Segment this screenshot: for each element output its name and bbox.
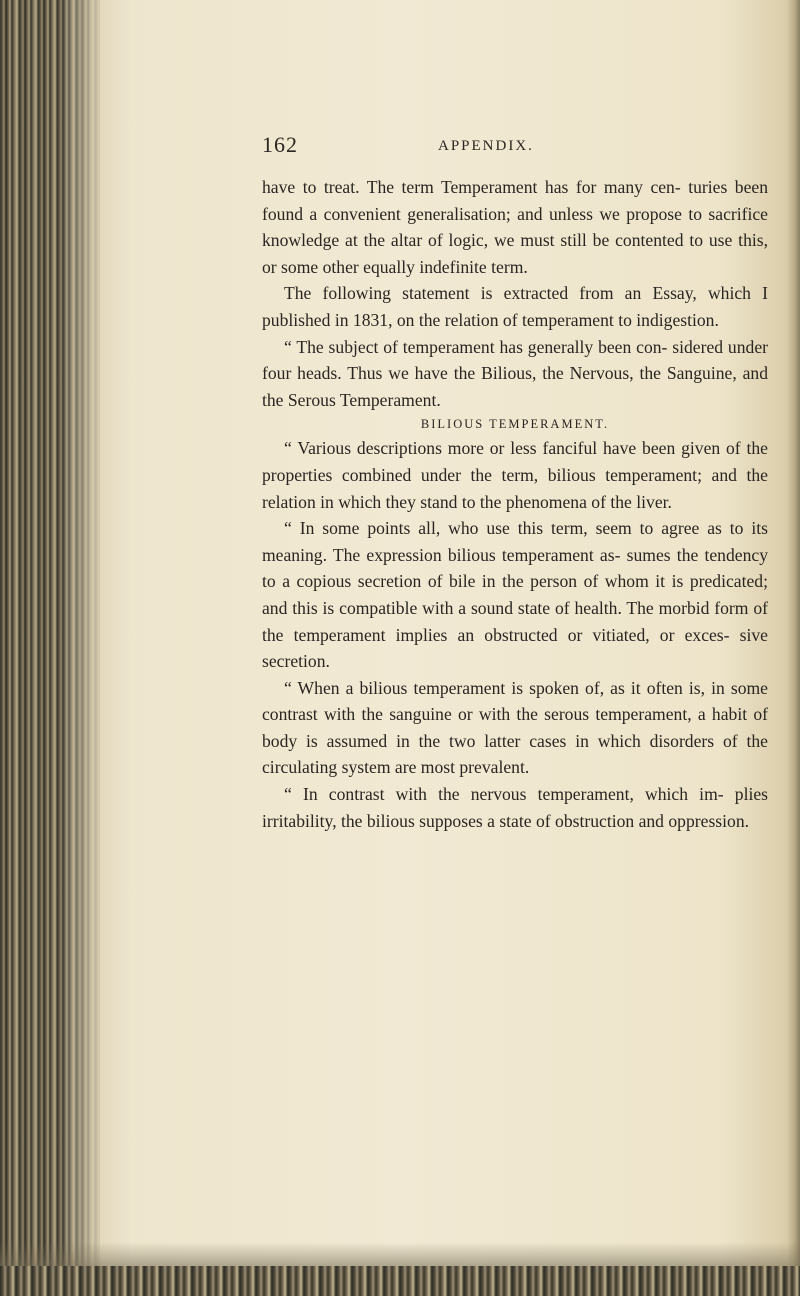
page-number: 162 [262, 132, 298, 157]
body-text [262, 174, 768, 834]
running-head: APPENDIX. [438, 138, 534, 154]
paragraph-7: “ In contrast with the nervous temperament, which im- plies irritability, the bilious supposes a state of obstruction and oppression. [262, 784, 768, 831]
paragraph-2: The following statement is extracted from an Essay, which I published in 1831, on the relation of temperament to indigestion. [262, 283, 768, 330]
paragraph-1: have to treat. The term Temperament has for many cen- turies been found a convenient generalisation; and unless we propose to sacrifice knowledge at the altar of logic, we must still be contented to use this, or some other equally indefinite term. [262, 177, 768, 277]
page-header [262, 132, 782, 168]
paragraph-4: “ Various descriptions more or less fanciful have been given of the properties combined under the term, bilious temperament; and the relation in which they stand to the phenomena of the liver. [262, 438, 768, 512]
bottom-shadow [0, 1242, 800, 1266]
section-heading: BILIOUS TEMPERAMENT. [420, 417, 610, 432]
page-bottom-edge [0, 1266, 800, 1296]
gutter-shadow [60, 0, 130, 1296]
page-right-edge [786, 0, 800, 1296]
paragraph-6: “ When a bilious temperament is spoken of, as it often is, in some contrast with the sanguine or with the serous temperament, a habit of body is assumed in the two latter cases in which disorders of the circulating system are most prevalent. [262, 677, 768, 778]
paragraph-3: “ The subject of temperament has generally been con- sidered under four heads. Thus we have the Bilious, the Nervous, the Sanguine, and the Serous Temperament. [262, 336, 768, 410]
paragraph-5: “ In some points all, who use this term, seem to agree as to its meaning. The expression bilious temperament as- sumes the tendency to a copious secretion of bile in the person of whom it is predicated; and this is compatible with a sound state of health. The morbid form of the temperament implies an obstructed or vitiated, or exces- sive secretion. [262, 518, 768, 672]
